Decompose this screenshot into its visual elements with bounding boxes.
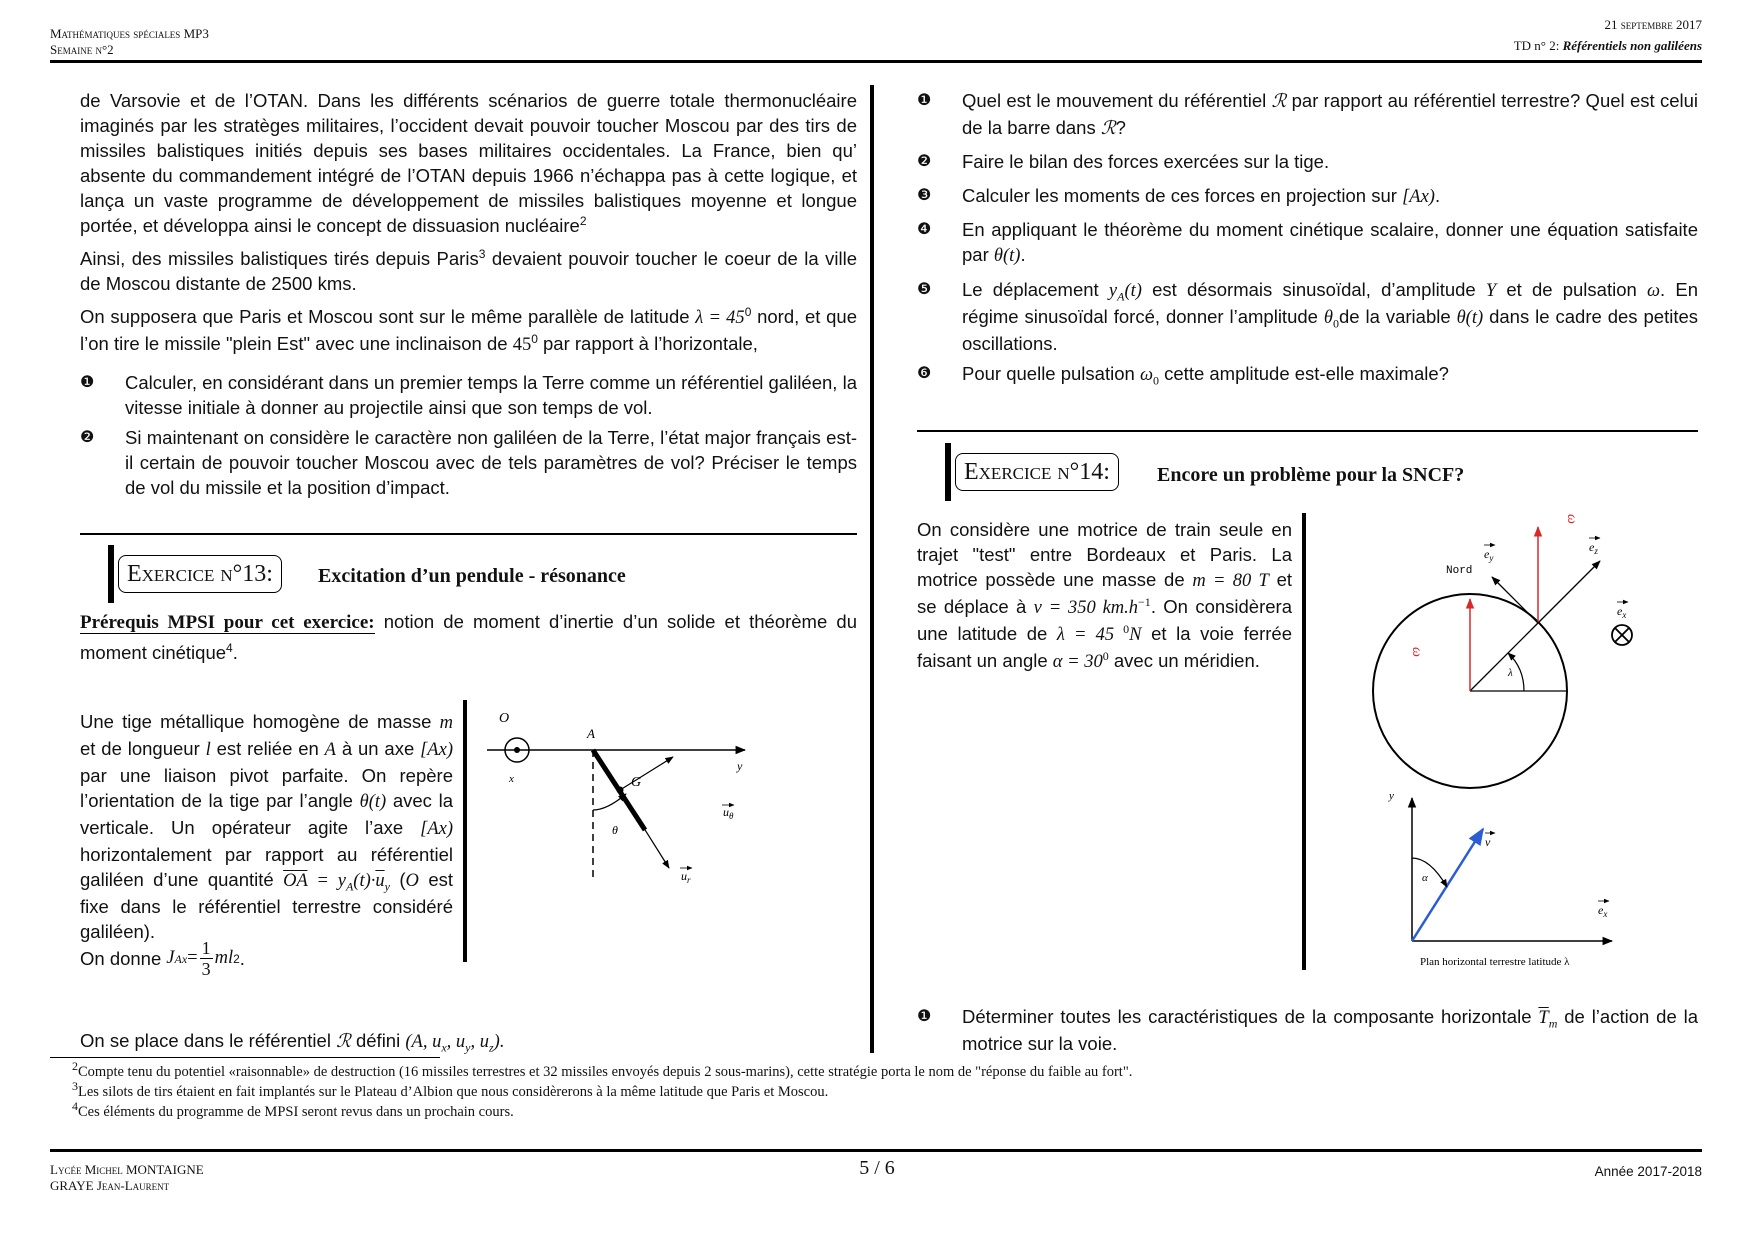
school-name: Lycée Michel MONTAIGNE [50, 1162, 204, 1177]
footnote-2: $^2$Compte tenu du potentiel «raisonnable» de destruction (16 missiles terrestres et 32 missiles envoyés depuis 2 sous-marins), cette stratégie porta le nom de "réponse du faible au fort". [72, 1059, 1133, 1080]
footnote-3: $^3$Les silots de tirs étaient en fait implantés sur le Plateau d’Albion que nous considèrerons à la même latitude que Paris et Moscou. [72, 1079, 829, 1100]
label-y: y [737, 759, 743, 773]
footnote-4: $^4$Ces éléments du programme de MPSI seront revus dans un prochain cours. [72, 1099, 514, 1120]
earth-figure [1340, 513, 1640, 973]
label-G: G [631, 775, 642, 790]
missile-question-1: ❶ Calculer, en considérant dans un premier temps la Terre comme un référentiel galiléen, la vitesse initiale à donner au projectile ainsi que son temps de vol. [80, 372, 857, 418]
pendulum-question-2: ❷ Faire le bilan des forces exercées sur la tige. [917, 151, 1330, 172]
footnote-rule [50, 1057, 440, 1058]
ex14-description: On considère une motrice de train seule en trajet "test" entre Bordeaux et Paris. La motrice possède une masse de m = 80 T et se déplace à v = 350 $km.h^{-1}$. On considèrera une latitude de λ = 45 $^0$N et la voie ferrée faisant un angle $\alpha = 30^0$ avec un méridien. [917, 519, 1292, 672]
ex14-title: Encore un problème pour la SNCF? [1157, 464, 1465, 486]
ex13-prereq: Prérequis MPSI pour cet exercice: notion de moment d’inertie d’un solide et théorème du moment cinétique$^4$. [80, 611, 857, 663]
ex13-reference-frame: On se place dans le référentiel ℛ défini (A, $u_x$, $u_y$, $u_z$). [80, 1030, 505, 1055]
label-ey: $e_y$ [1484, 547, 1494, 563]
ex13-given: On donne J Ax = $\frac{1}{3}$ ml 2 . [80, 938, 245, 979]
section-rule-ex14 [917, 430, 1698, 432]
section-rule-ex13 [80, 533, 857, 535]
label-plane-y: y [1389, 790, 1394, 802]
latitude-radius [1470, 623, 1538, 691]
header-left [50, 26, 209, 58]
ex14-label-box: Exercice n°14: [955, 453, 1119, 491]
pendulum-question-1: ❶ Quel est le mouvement du référentiel ℛ par rapport au référentiel terrestre? Quel est celui de la barre dans ℛ? [917, 90, 1698, 139]
footer-left [50, 1162, 204, 1194]
pendulum-question-5: ❺ Le déplacement $y_A(t)$ est désormais sinusoïdal, d’amplitude Y et de pulsation ω. En régime sinusoïdal forcé, donner l’amplitude $\theta_0de$ la variable θ(t) dans le cadre des petites oscillations. [917, 279, 1699, 354]
ez-vector [1538, 561, 1600, 623]
utheta-vector [620, 757, 673, 790]
ex14-bar [945, 443, 951, 501]
footer-rule [50, 1149, 1702, 1152]
label-lambda: λ [1508, 667, 1513, 679]
header-right [1514, 17, 1702, 54]
pendulum-question-6: ❻ Pour quelle pulsation $\omega_0$ cette amplitude est-elle maximale? [917, 363, 1449, 388]
bullet-2: ❷ [80, 429, 95, 446]
page-number: 5 / 6 [859, 1157, 895, 1179]
ex13-figure-divider [463, 700, 467, 962]
label-v: v [1485, 835, 1491, 849]
ex13-title: Excitation d’un pendule - résonance [318, 565, 626, 587]
td-heading [1514, 38, 1702, 54]
ex13-bar [108, 545, 114, 603]
label-ex-bottom: $e_x$ [1598, 903, 1608, 919]
missile-question-2: ❷ Si maintenant on considère le caractère non galiléen de la Terre, l’état major français est-il certain de pouvoir toucher Moscou avec de tels paramètres de vol? Préciser le temps de vol du missile et la position d’impact. [80, 427, 857, 498]
pendulum-question-4: ❹ En appliquant le théorème du moment cinétique scalaire, donner une équation satisfaite par θ(t). [917, 219, 1698, 266]
label-omega-local: ω [1564, 514, 1579, 524]
header-date: 21 septembre 2017 [1604, 17, 1702, 32]
ur-vector [620, 790, 669, 868]
pendulum-question-3: ❸ Calculer les moments de ces forces en projection sur [Ax). [917, 185, 1441, 207]
label-nord: Nord [1446, 565, 1473, 577]
pendulum-figure [475, 700, 765, 900]
intro-paragraph-3: On supposera que Paris et Moscou sont sur le même parallèle de latitude $\lambda = 45^0$ nord, et que l’on tire le missile "plein Est" avec une inclinaison de $45^0$ par rapport à l’horizontale, [80, 304, 857, 355]
ex13-description: Une tige métallique homogène de masse m et de longueur l est reliée en A à un axe [Ax) par une liaison pivot parfaite. On repère l’orientation de la tige par l’angle θ(t) avec la verticale. Un opérateur agite l’axe [Ax) horizontalement par rapport au référentiel galiléen d’une quantité $\overline{OA} = y_A(t)\cdot\overline{u}_y$ (O est fixe dans le référentiel terrestre considéré galiléen). [80, 711, 453, 942]
label-ez: $e_z$ [1589, 540, 1598, 556]
ex14-figure-divider [1302, 513, 1306, 970]
label-omega-center: ω [1409, 647, 1424, 657]
label-theta: θ [612, 823, 618, 837]
week-label: Semaine n°2 [50, 42, 114, 57]
school-year: Année 2017-2018 [1594, 1164, 1702, 1179]
course-title: Mathématiques spéciales MP3 [50, 26, 209, 41]
label-ex-top: $e_x$ [1617, 604, 1627, 620]
intro-text [80, 88, 857, 366]
figure-caption: Plan horizontal terrestre latitude λ [1420, 956, 1570, 968]
fraction: $\frac{1}{3}$ [201, 938, 211, 979]
header-rule [50, 60, 1702, 63]
td-prefix: TD n° 2: [1513, 38, 1560, 53]
bullet-1: ❶ [80, 374, 95, 391]
label-utheta: $u_\theta$ [723, 805, 734, 821]
label-ur: $u_r$ [681, 869, 691, 885]
intro-paragraph-1: de Varsovie et de l’OTAN. Dans les différents scénarios de guerre totale thermonucléaire imaginés par les stratèges militaires, l’occident devait pouvoir toucher Moscou par des tirs de missiles balistiques initiés depuis ses bases militaires occidentales. La France, bien qu’ absente du commandement intégré de l’OTAN depuis 1966 n’échappa pas à cette logique, et lança un vaste programme de développement de missiles balistiques moyenne et longue portée, et développa ainsi le concept de dissuasion nucléaire$^2$ [80, 90, 857, 236]
ex13-label-box: Exercice n°13: [118, 555, 282, 593]
label-A: A [587, 726, 595, 741]
author-name: GRAYE Jean-Laurent [50, 1178, 170, 1193]
label-x: x [509, 773, 514, 785]
label-O: O [499, 711, 510, 726]
ey-vector [1492, 577, 1538, 623]
alpha-arc [1412, 858, 1447, 887]
td-title: Référentiels non galiléens [1562, 38, 1702, 53]
axis-x-dot [514, 747, 520, 753]
velocity-vector [1412, 829, 1483, 941]
column-divider [870, 85, 874, 1053]
train-question-1: ❶ Déterminer toutes les caractéristiques de la composante horizontale $\overline{T}_m$ de l’action de la motrice sur la voie. [917, 1006, 1699, 1054]
intro-paragraph-2: Ainsi, des missiles balistiques tirés depuis Paris$^3$ devaient pouvoir toucher le coeur de la ville de Moscou distante de 2500 kms. [80, 246, 858, 294]
label-alpha: α [1422, 872, 1428, 884]
